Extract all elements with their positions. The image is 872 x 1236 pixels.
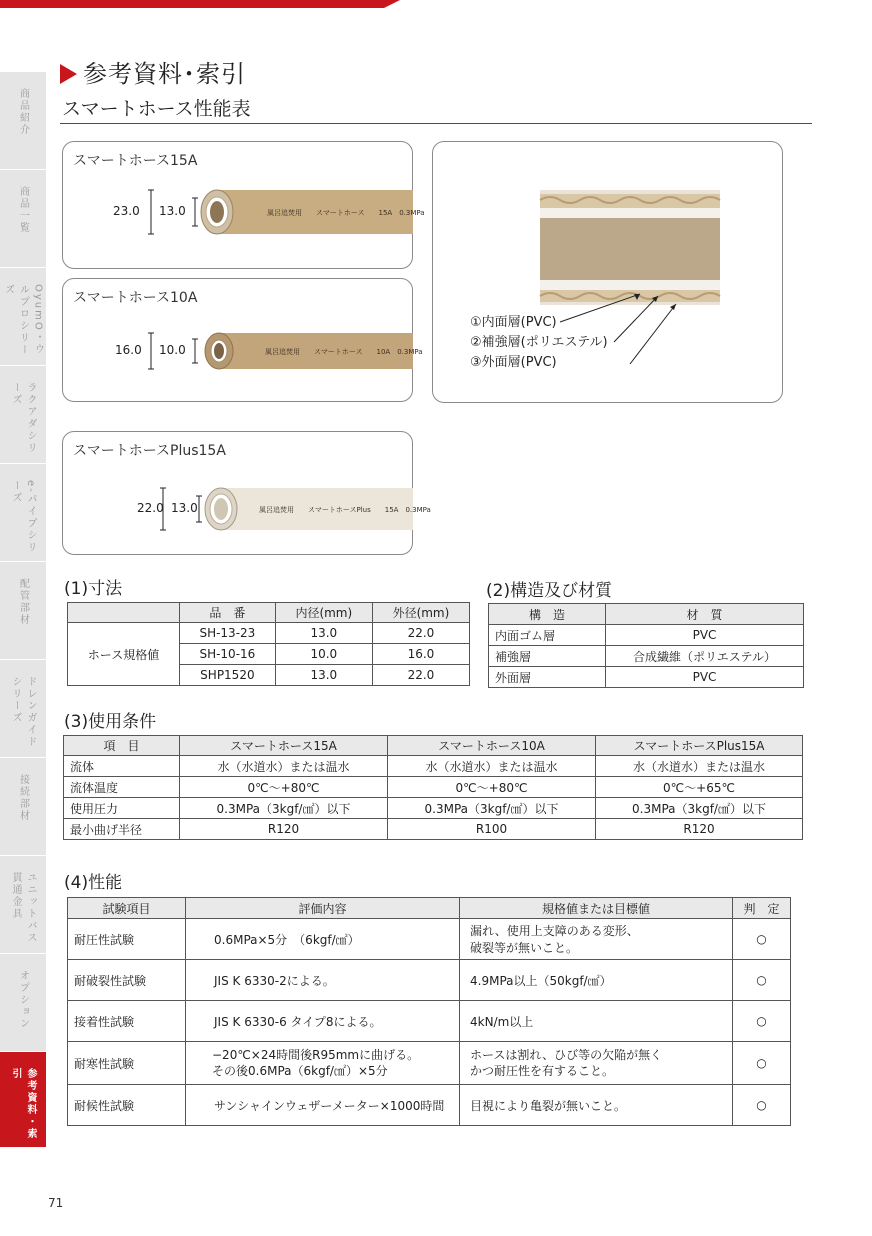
legend-reinforce-layer: ②補強層(ポリエステル): [470, 335, 608, 350]
hose-print-text: 風呂追焚用 スマートホース 10A 0.3MPa: [265, 348, 423, 356]
hose-plus15a-image: [159, 484, 431, 534]
side-tab-6[interactable]: [0, 660, 46, 758]
hose-print-text: 風呂追焚用 スマートホース 15A 0.3MPa: [267, 209, 425, 217]
cond-cell: 0℃～+80℃: [388, 777, 596, 798]
perf-cell: 接着性試験: [68, 1001, 186, 1042]
perf-cell: 耐寒性試験: [68, 1042, 186, 1085]
page-number: 71: [48, 1196, 64, 1210]
side-tab-5[interactable]: [0, 562, 46, 660]
perf-header: 規格値または目標値: [460, 898, 733, 919]
outer-diameter-label: 22.0: [137, 501, 164, 515]
mat-header: 材 質: [606, 604, 804, 625]
hose-card-plus15a: [62, 431, 431, 555]
hose-10a-image: [147, 327, 423, 375]
section-conditions-heading: (3)使用条件: [64, 712, 157, 732]
cond-cell: R100: [388, 819, 596, 840]
hose-card-10a: [62, 278, 423, 402]
dim-cell: SHP1520: [180, 665, 276, 686]
cond-cell: 最小曲げ半径: [64, 819, 180, 840]
dim-cell: SH-10-16: [180, 644, 276, 665]
dim-row-label: ホース規格値: [68, 623, 180, 686]
dim-cell: 22.0: [372, 623, 469, 644]
dim-header: 外径(mm): [372, 603, 469, 623]
inner-diameter-label: 10.0: [159, 343, 186, 357]
section-dimensions-heading: (1)寸法: [64, 579, 123, 599]
cond-cell: 水（水道水）または温水: [596, 756, 803, 777]
cond-cell: 0℃～+80℃: [180, 777, 388, 798]
perf-judgement: ○: [733, 919, 791, 960]
dim-cell: 13.0: [275, 665, 372, 686]
dim-header-blank: [68, 603, 180, 623]
dim-cell: SH-13-23: [180, 623, 276, 644]
page-title: 参考資料･索引: [60, 54, 246, 89]
dim-cell: 13.0: [275, 623, 372, 644]
mat-header: 構 造: [489, 604, 606, 625]
cond-cell: 0℃～+65℃: [596, 777, 803, 798]
hose-card-title: スマートホースPlus15A: [73, 443, 226, 459]
dim-cell: 16.0: [372, 644, 469, 665]
legend-outer-layer: ③外面層(PVC): [470, 355, 557, 370]
cond-cell: 0.3MPa（3kgf/㎠）以下: [180, 798, 388, 819]
legend-inner-layer: ①内面層(PVC): [470, 315, 557, 330]
cond-header: スマートホース15A: [180, 736, 388, 756]
side-tab-0[interactable]: [0, 72, 46, 170]
outer-diameter-label: 16.0: [115, 343, 142, 357]
side-tab-label: ラクアダシリーズ: [10, 382, 36, 454]
cond-cell: 使用圧力: [64, 798, 180, 819]
cond-cell: R120: [596, 819, 803, 840]
side-tab-label: 接続部材: [17, 774, 29, 822]
inner-diameter-label: 13.0: [171, 501, 198, 515]
cond-cell: 0.3MPa（3kgf/㎠）以下: [596, 798, 803, 819]
perf-judgement: ○: [733, 960, 791, 1001]
mat-cell: PVC: [606, 667, 804, 688]
inner-diameter-label: 13.0: [159, 204, 186, 218]
side-tab-label: 商品紹介: [17, 88, 29, 136]
side-tab-label: オプション: [17, 970, 29, 1030]
outer-diameter-label: 23.0: [113, 204, 140, 218]
perf-cell: 0.6MPa×5分 （6kgf/㎠）: [186, 919, 460, 960]
dimensions-table: [67, 602, 470, 686]
title-rule: [60, 123, 812, 124]
hose-card-title: スマートホース15A: [73, 153, 198, 169]
perf-cell: 4.9MPa以上（50kgf/㎠）: [460, 960, 733, 1001]
cond-cell: 流体: [64, 756, 180, 777]
cond-cell: 水（水道水）または温水: [180, 756, 388, 777]
perf-header: 試験項目: [68, 898, 186, 919]
cond-header: 項 目: [64, 736, 180, 756]
top-accent-band: [0, 0, 400, 8]
perf-cell: 4kN/m以上: [460, 1001, 733, 1042]
perf-judgement: ○: [733, 1042, 791, 1085]
mat-cell: 合成繊維（ポリエステル）: [606, 646, 804, 667]
perf-header: 評価内容: [186, 898, 460, 919]
side-tab-label: 配管部材: [17, 578, 29, 626]
perf-judgement: ○: [733, 1085, 791, 1126]
materials-table: [488, 603, 804, 688]
side-tab-10[interactable]: [0, 1052, 46, 1148]
perf-cell: 漏れ、使用上支障のある変形、 破裂等が無いこと。: [460, 919, 733, 960]
conditions-table: [63, 735, 803, 840]
hose-print-text: 風呂追焚用 スマートホースPlus 15A 0.3MPa: [259, 506, 431, 514]
dim-header: 内径(mm): [275, 603, 372, 623]
perf-cell: ホースは割れ、ひび等の欠陥が無く かつ耐圧性を有すること。: [460, 1042, 733, 1085]
cond-header: スマートホースPlus15A: [596, 736, 803, 756]
hose-card-title: スマートホース10A: [73, 290, 198, 306]
section-performance-heading: (4)性能: [64, 873, 123, 893]
perf-cell: JIS K 6330-6 タイプ8による。: [186, 1001, 460, 1042]
side-tab-label: OyumO・ウルプロシリーズ: [2, 284, 44, 356]
triangle-marker-icon: [60, 64, 77, 84]
mat-cell: PVC: [606, 625, 804, 646]
hose-card-15a: [62, 141, 425, 269]
side-tab-7[interactable]: [0, 758, 46, 856]
page-subtitle: スマートホース性能表: [62, 98, 251, 120]
perf-header: 判 定: [733, 898, 791, 919]
cond-header: スマートホース10A: [388, 736, 596, 756]
side-tab-2[interactable]: [0, 268, 46, 366]
perf-judgement: ○: [733, 1001, 791, 1042]
perf-cell: サンシャインウェザーメーター×1000時間: [186, 1085, 460, 1126]
perf-cell: 目視により亀裂が無いこと。: [460, 1085, 733, 1126]
perf-cell: 耐破裂性試験: [68, 960, 186, 1001]
legend-leader-lines: [560, 290, 690, 370]
dim-header: 品 番: [180, 603, 276, 623]
hose-cross-section-photo: [540, 190, 720, 305]
side-tab-label: 商品一覧: [17, 186, 29, 234]
perf-cell: JIS K 6330-2による。: [186, 960, 460, 1001]
cond-cell: R120: [180, 819, 388, 840]
cond-cell: 0.3MPa（3kgf/㎠）以下: [388, 798, 596, 819]
cond-cell: 水（水道水）または温水: [388, 756, 596, 777]
side-tab-4[interactable]: [0, 464, 46, 562]
side-tab-8[interactable]: [0, 856, 46, 954]
mat-cell: 補強層: [489, 646, 606, 667]
side-tab-label: ユニットバス貫通金具: [10, 872, 36, 944]
perf-cell: 耐圧性試験: [68, 919, 186, 960]
side-tab-9[interactable]: [0, 954, 46, 1052]
cond-cell: 流体温度: [64, 777, 180, 798]
mat-cell: 外面層: [489, 667, 606, 688]
side-index-tabs: [0, 72, 46, 1148]
perf-cell: −20℃×24時間後R95mmに曲げる。 その後0.6MPa（6kgf/㎠）×5分: [186, 1042, 460, 1085]
section-materials-heading: (2)構造及び材質: [486, 581, 613, 601]
dim-cell: 10.0: [275, 644, 372, 665]
side-tab-1[interactable]: [0, 170, 46, 268]
side-tab-label: e-パイプシリーズ: [10, 480, 36, 554]
hose-15a-image: [147, 186, 425, 238]
perf-cell: 耐候性試験: [68, 1085, 186, 1126]
mat-cell: 内面ゴム層: [489, 625, 606, 646]
performance-table: [67, 897, 791, 1126]
side-tab-3[interactable]: [0, 366, 46, 464]
side-tab-label: 参考資料・索引: [10, 1068, 36, 1140]
side-tab-label: ドレンガイドシリーズ: [10, 676, 36, 748]
dim-cell: 22.0: [372, 665, 469, 686]
